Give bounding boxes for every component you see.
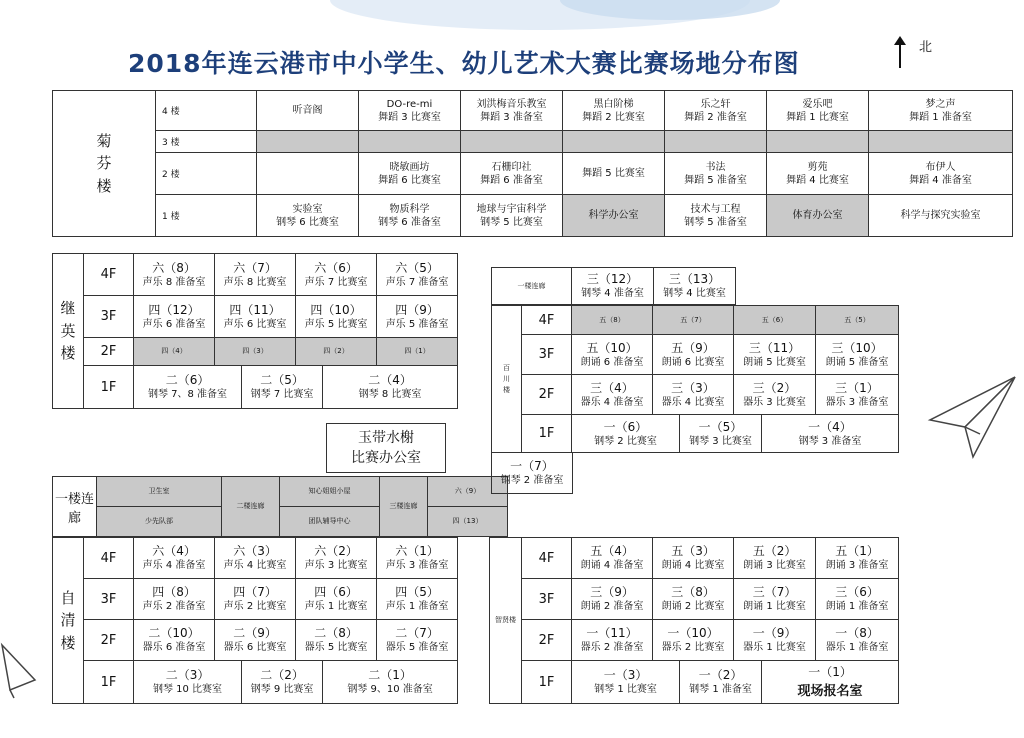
jiying-building-table xyxy=(52,253,458,409)
room: 一（2） 钢琴 1 准备室 xyxy=(680,661,762,704)
page-title: 2018年连云港市中小学生、幼儿艺术大赛比赛场地分布图 xyxy=(128,49,800,78)
room: 三（12） 钢琴 4 准备室 xyxy=(572,268,654,305)
room: 四（7） 声乐 2 比赛室 xyxy=(215,579,296,620)
jufen-building-table xyxy=(52,90,1013,237)
floor-label: 1F xyxy=(522,415,572,453)
room: DO-re-mi 舞蹈 3 比赛室 xyxy=(359,91,461,131)
room: 晓敏画坊 舞蹈 6 比赛室 xyxy=(359,153,461,195)
room: 科学办公室 xyxy=(563,195,665,237)
north-label: 北 xyxy=(919,40,933,55)
corridor-label: 一楼连廊 xyxy=(53,477,97,537)
floor-label: 1F xyxy=(84,661,134,704)
jiying-building-name: 继 英 楼 xyxy=(53,254,84,409)
room: 三（8） 朗诵 2 比赛室 xyxy=(653,579,734,620)
floor-label: 1F xyxy=(522,661,572,704)
room-empty xyxy=(359,131,461,153)
room-empty xyxy=(767,131,869,153)
room: 梦之声 舞蹈 1 准备室 xyxy=(869,91,1013,131)
room: 体育办公室 xyxy=(767,195,869,237)
room: 五（5） xyxy=(816,306,899,335)
floor-label: 4 楼 xyxy=(156,91,257,131)
room: 一（3） 钢琴 1 比赛室 xyxy=(572,661,680,704)
room: 五（10） 朗诵 6 准备室 xyxy=(572,335,653,375)
room: 三（6） 朗诵 1 准备室 xyxy=(816,579,899,620)
room: 一（4） 钢琴 3 准备室 xyxy=(762,415,899,453)
competition-office: 玉带水榭 比赛办公室 xyxy=(327,424,446,473)
paper-plane-icon-small xyxy=(0,640,40,700)
floor-label: 1F xyxy=(84,366,134,409)
room-empty xyxy=(563,131,665,153)
room: 一（6） 钢琴 2 比赛室 xyxy=(572,415,680,453)
room: 三（3） 器乐 4 比赛室 xyxy=(653,375,734,415)
room: 五（2） 朗诵 3 比赛室 xyxy=(734,538,816,579)
ziqing-building-table xyxy=(52,537,458,704)
room: 五（3） 朗诵 4 比赛室 xyxy=(653,538,734,579)
zhixian-building-name: 智贤楼 xyxy=(490,538,522,704)
ziqing-building-name: 自 清 楼 xyxy=(53,538,84,704)
room: 爱乐吧 舞蹈 1 比赛室 xyxy=(767,91,869,131)
room: 六（8） 声乐 8 准备室 xyxy=(134,254,215,296)
zhixian-building-table xyxy=(489,537,899,704)
room: 少先队部 xyxy=(97,507,222,537)
room: 六（9） xyxy=(428,477,508,507)
room: 二（6） 钢琴 7、8 准备室 xyxy=(134,366,242,409)
room: 四（4） xyxy=(134,338,215,366)
room: 一（9） 器乐 1 比赛室 xyxy=(734,620,816,661)
room: 黑白阶梯 舞蹈 2 比赛室 xyxy=(563,91,665,131)
room: 四（10） 声乐 5 比赛室 xyxy=(296,296,377,338)
corridor-label: 一楼连廊 xyxy=(492,268,572,305)
room: 四（1） xyxy=(377,338,458,366)
room: 二（3） 钢琴 10 比赛室 xyxy=(134,661,242,704)
jufen-building-name: 菊 芬 楼 xyxy=(53,91,156,237)
room xyxy=(257,153,359,195)
floor-label: 4F xyxy=(84,538,134,579)
room: 五（6） xyxy=(734,306,816,335)
room: 一（7） 钢琴 2 准备室 xyxy=(492,453,573,494)
baichuan-building-table xyxy=(491,305,899,453)
room: 书法 舞蹈 5 准备室 xyxy=(665,153,767,195)
room: 三（10） 朗诵 5 准备室 xyxy=(816,335,899,375)
room: 二（4） 钢琴 8 比赛室 xyxy=(323,366,458,409)
paper-plane-icon xyxy=(925,372,1020,462)
room: 三（7） 朗诵 1 比赛室 xyxy=(734,579,816,620)
baichuan-building-name: 百 川 楼 xyxy=(492,306,522,453)
baichuan-corridor-table xyxy=(491,267,736,305)
room: 二（10） 器乐 6 准备室 xyxy=(134,620,215,661)
room: 二（8） 器乐 5 比赛室 xyxy=(296,620,377,661)
baichuan-extra-table xyxy=(491,452,573,494)
room-empty xyxy=(461,131,563,153)
room: 听音阁 xyxy=(257,91,359,131)
floor-label: 2F xyxy=(84,620,134,661)
room: 六（6） 声乐 7 比赛室 xyxy=(296,254,377,296)
room: 二（1） 钢琴 9、10 准备室 xyxy=(323,661,458,704)
room: 知心姐姐小屋 xyxy=(280,477,380,507)
room-empty xyxy=(869,131,1013,153)
room: 六（2） 声乐 3 比赛室 xyxy=(296,538,377,579)
room: 三（1） 器乐 3 准备室 xyxy=(816,375,899,415)
floor-label: 4F xyxy=(522,306,572,335)
floor-label: 2F xyxy=(522,375,572,415)
room: 五（8） xyxy=(572,306,653,335)
floor-label: 3F xyxy=(522,579,572,620)
room: 二（2） 钢琴 9 比赛室 xyxy=(242,661,323,704)
room: 石栅印社 舞蹈 6 准备室 xyxy=(461,153,563,195)
registration-room: 一（1） 现场报名室 xyxy=(762,661,899,704)
room: 三（4） 器乐 4 准备室 xyxy=(572,375,653,415)
room: 六（5） 声乐 7 准备室 xyxy=(377,254,458,296)
room: 地球与宇宙科学 钢琴 5 比赛室 xyxy=(461,195,563,237)
room: 技术与工程 钢琴 5 准备室 xyxy=(665,195,767,237)
room: 四（2） xyxy=(296,338,377,366)
room: 四（6） 声乐 1 比赛室 xyxy=(296,579,377,620)
room: 一（8） 器乐 1 准备室 xyxy=(816,620,899,661)
room: 二（9） 器乐 6 比赛室 xyxy=(215,620,296,661)
room: 二（7） 器乐 5 准备室 xyxy=(377,620,458,661)
room: 三（2） 器乐 3 比赛室 xyxy=(734,375,816,415)
room: 物质科学 钢琴 6 准备室 xyxy=(359,195,461,237)
north-arrow-icon xyxy=(899,38,901,68)
room: 科学与探究实验室 xyxy=(869,195,1013,237)
floor-label: 3F xyxy=(84,579,134,620)
room: 一（11） 器乐 2 准备室 xyxy=(572,620,653,661)
room: 五（1） 朗诵 3 准备室 xyxy=(816,538,899,579)
office-box xyxy=(326,423,446,473)
room: 二楼连廊 xyxy=(222,477,280,537)
room: 四（12） 声乐 6 准备室 xyxy=(134,296,215,338)
room: 二（5） 钢琴 7 比赛室 xyxy=(242,366,323,409)
room: 三（11） 朗诵 5 比赛室 xyxy=(734,335,816,375)
room: 六（4） 声乐 4 准备室 xyxy=(134,538,215,579)
floor-label: 2F xyxy=(84,338,134,366)
floor-label: 3F xyxy=(522,335,572,375)
room: 团队辅导中心 xyxy=(280,507,380,537)
room: 四（13） xyxy=(428,507,508,537)
floor-label: 2F xyxy=(522,620,572,661)
floor-label: 1 楼 xyxy=(156,195,257,237)
room: 四（8） 声乐 2 准备室 xyxy=(134,579,215,620)
room: 刘洪梅音乐教室 舞蹈 3 准备室 xyxy=(461,91,563,131)
room: 六（3） 声乐 4 比赛室 xyxy=(215,538,296,579)
room: 四（3） xyxy=(215,338,296,366)
room: 六（1） 声乐 3 准备室 xyxy=(377,538,458,579)
floor-label: 4F xyxy=(522,538,572,579)
room-empty xyxy=(257,131,359,153)
corridor-left-table xyxy=(52,476,508,537)
floor-label: 3F xyxy=(84,296,134,338)
room: 四（5） 声乐 1 准备室 xyxy=(377,579,458,620)
room: 五（7） xyxy=(653,306,734,335)
room-empty xyxy=(665,131,767,153)
room: 五（4） 朗诵 4 准备室 xyxy=(572,538,653,579)
room: 三楼连廊 xyxy=(380,477,428,537)
room: 实验室 钢琴 6 比赛室 xyxy=(257,195,359,237)
room: 三（13） 钢琴 4 比赛室 xyxy=(654,268,736,305)
room: 六（7） 声乐 8 比赛室 xyxy=(215,254,296,296)
room: 布伊人 舞蹈 4 准备室 xyxy=(869,153,1013,195)
room: 剪苑 舞蹈 4 比赛室 xyxy=(767,153,869,195)
room: 一（5） 钢琴 3 比赛室 xyxy=(680,415,762,453)
room: 四（9） 声乐 5 准备室 xyxy=(377,296,458,338)
room: 三（9） 朗诵 2 准备室 xyxy=(572,579,653,620)
room: 卫生室 xyxy=(97,477,222,507)
room: 四（11） 声乐 6 比赛室 xyxy=(215,296,296,338)
room: 五（9） 朗诵 6 比赛室 xyxy=(653,335,734,375)
floor-label: 4F xyxy=(84,254,134,296)
floor-label: 3 楼 xyxy=(156,131,257,153)
room: 乐之轩 舞蹈 2 准备室 xyxy=(665,91,767,131)
floor-label: 2 楼 xyxy=(156,153,257,195)
room: 舞蹈 5 比赛室 xyxy=(563,153,665,195)
room: 一（10） 器乐 2 比赛室 xyxy=(653,620,734,661)
